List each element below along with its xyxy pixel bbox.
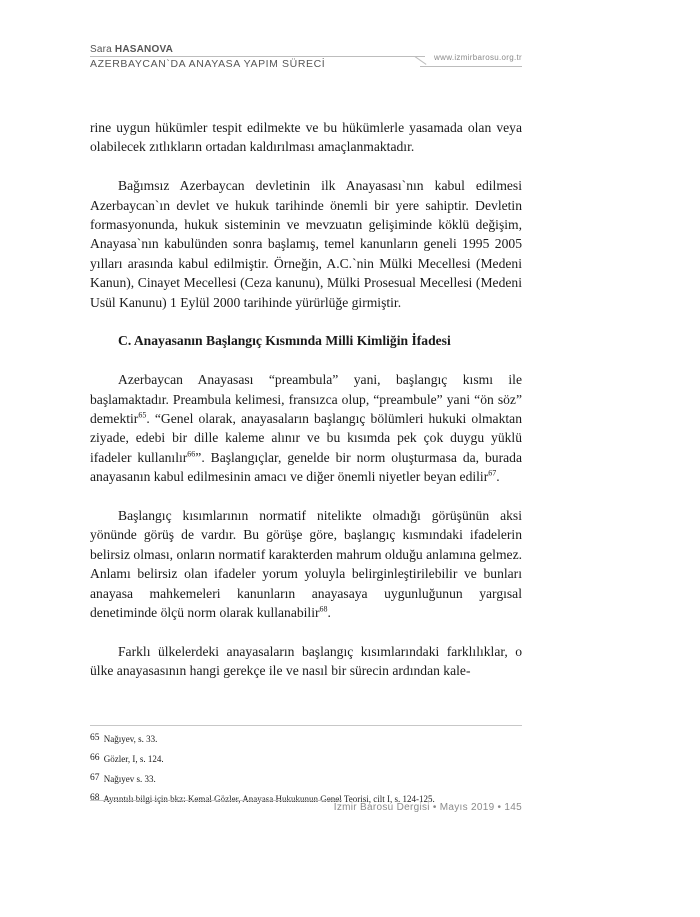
header-rule — [90, 56, 425, 57]
header-rule-bend — [414, 56, 426, 65]
paragraph-3: Azerbaycan Anayasası “preambula” yani, başlangıç kısmı ile başlamaktadır. Preambula kelimesi, fransızca olup, “preambule” yani “ön söz” demektir$^{65}$. “Genel olarak, anayasaların başlangıç bölümleri hukuki olmaktan ziyade, edebi bir dille kaleme alınır ve bu kısımda pek çok duygu yüklü ifadeler kullanılır$^{66}$”. Başlangıçlar, genelde bir norm oluşturmasa da, burada anayasanın kabul edilmesinin amacı ve diğer önemli niyetler beyan edilir$^{67}$. — [90, 372, 522, 485]
header-rule-right — [420, 66, 522, 67]
section-heading: C. Anayasanın Başlangıç Kısmında Milli Kimliğin İfadesi — [118, 333, 451, 349]
paragraph-1: rine uygun hükümler tespit edilmekte ve bu hükümlerle yasamada olan veya olabilecek zıtlıkların ortadan kaldırılması amaçlanmaktadır. — [90, 120, 522, 155]
paragraph-4: Başlangıç kısımlarının normatif nitelikte olmadığı görüşünün aksi yönünde görüş de vardır. Bu görüşe göre, başlangıç kısmındaki ifadelerin belirsiz olması, onların normatif karakterden mahrum olduğu anlamına gelmez. Anlamı belirsiz olan ifadeler yorum yoluyla belirginleştirilebilir ve bunları anayasa mahkemeleri kanunların anayasaya uygunluğunun yargısal denetiminde ölçü norm olarak kullanabilir$^{68}$. — [90, 508, 522, 621]
running-title: AZERBAYCAN`DA ANAYASA YAPIM SÜRECİ — [90, 58, 326, 70]
footer-rule — [90, 800, 342, 801]
footnotes — [90, 729, 522, 809]
footnote-separator — [90, 725, 522, 726]
paragraph-2: Bağımsız Azerbaycan devletinin ilk Anayasası`nın kabul edilmesi Azerbaycan`ın devlet ve hukuk tarihinde önemli bir yere sahiptir. Devletin formasyonunda, hukuk sisteminin ve mevzuatın gelişiminde köklü değişim, Anayasa`nın kabulünden sonra başlamış, temel kanunların geneli 1995 2005 yılları arasında kabul edilmiştir. Örneğin, A.C.`nin Mülki Mecellesi (Medeni Kanun), Cinayet Mecellesi (Ceza kanunu), Mülki Prosesual Mecellesi (Medeni Usül Kanunu) 1 Eylül 2000 tarihinde yürürlüğe girmiştir. — [90, 178, 522, 310]
footnote-ref-65[interactable]: 65 — [138, 410, 147, 420]
paragraph-5: Farklı ülkelerdeki anayasaların başlangıç kısımlarındaki farklılıklar, o ülke anayasasının hangi gerekçe ile ve nasıl bir sürecin ardından kale- — [90, 643, 522, 679]
footnote-ref-68[interactable]: 68 — [319, 604, 328, 614]
author-name — [90, 44, 173, 55]
footnote-65: 65 Nağıyev, s. 33. — [90, 733, 158, 744]
main-text — [90, 118, 522, 681]
footnote-ref-66[interactable]: 66 — [187, 449, 196, 459]
footnote-66: 66 Gözler, I, s. 124. — [90, 753, 164, 764]
page-footer — [90, 800, 522, 818]
author-last: HASANOVA — [114, 44, 174, 55]
footnote-67: 67 Nağıyev s. 33. — [90, 773, 156, 784]
author-first: Sara — [90, 44, 112, 55]
footnote-68: 68 Ayrıntılı bilgi için bkz: Kemal Gözler, Anayasa Hukukunun Genel Teorisi, cilt I, s. 124-125. — [90, 793, 435, 804]
website-link[interactable]: www.izmirbarosu.org.tr — [434, 53, 522, 62]
footnote-ref-67[interactable]: 67 — [488, 468, 497, 478]
journal-info: İzmir Barosu Dergisi • Mayıs 2019 • 145 — [333, 802, 522, 813]
page-header — [90, 44, 522, 84]
